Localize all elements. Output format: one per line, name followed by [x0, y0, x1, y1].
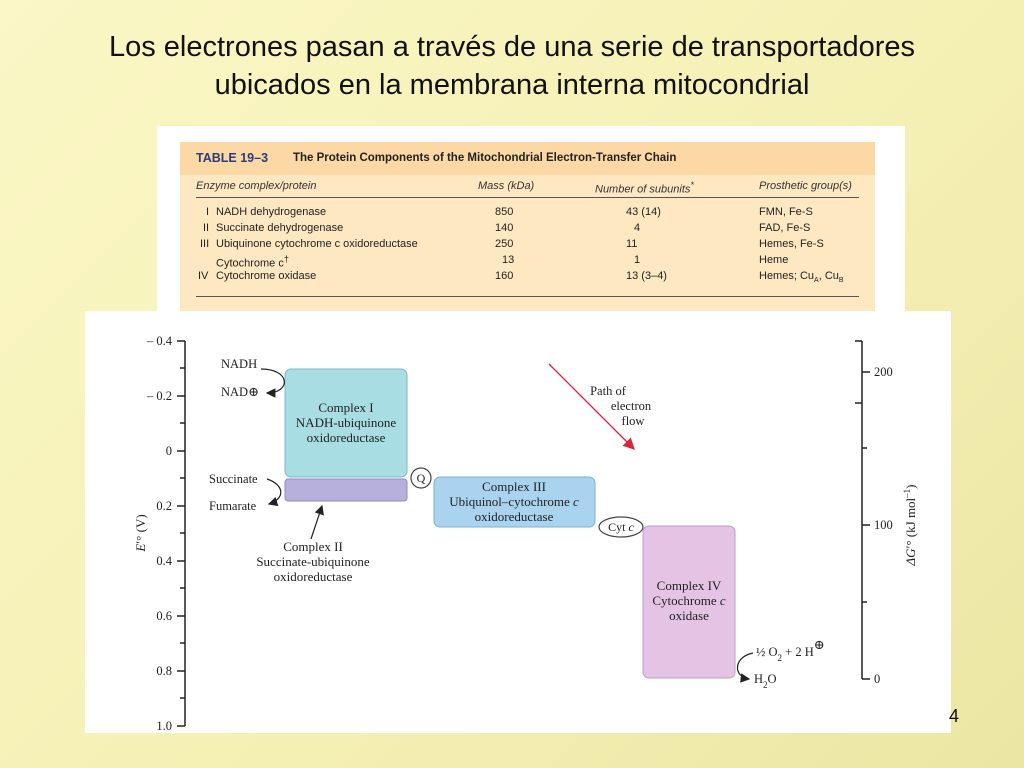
complex-4-line-2: Cytochrome c [652, 593, 726, 608]
row-5-name: Cytochrome oxidase [216, 270, 317, 282]
right-tick-label: 200 [874, 365, 893, 379]
row-3-subunits: 11 [626, 238, 638, 250]
cytochrome-c-label: Cyt c [608, 520, 634, 534]
nadh-oxidation-arrow [261, 369, 284, 393]
complex-1-line-2: NADH-ubiquinone [295, 415, 397, 430]
row-5-mass: 160 [495, 270, 514, 282]
cytochrome-footnote-mark: † [283, 254, 289, 264]
left-tick-label: 0.2 [156, 499, 172, 513]
complex-1-title: Complex I [318, 400, 374, 415]
complex-2-pointer-arrow [311, 506, 322, 539]
oxygen-label: ½ $O_2 + 2$ H⊕ [756, 636, 825, 663]
complex-4-line-3: oxidase [669, 608, 709, 623]
column-header-subunits: Number of subunits* [595, 180, 694, 196]
row-1-numeral: I [206, 206, 210, 218]
complex-3 [434, 477, 595, 527]
complex-1 [285, 369, 407, 477]
protein-table-panel [157, 126, 905, 312]
table-caption: The Protein Components of the Mitochondrial Electron-Transfer Chain [293, 152, 677, 164]
left-tick-label: 0 [165, 444, 172, 458]
diagram-svg [85, 311, 951, 733]
row-5-subunits: 13 (3–4) [626, 270, 667, 282]
complex-1-line-3: oxidoreductase [306, 430, 386, 445]
row-1-mass: 850 [495, 206, 514, 218]
left-tick-label: 0.4 [156, 554, 172, 568]
row-2-name: Succinate dehydrogenase [216, 222, 344, 234]
right-axis-label: ΔG′° (kJ mol$^{-1}$) [902, 484, 918, 566]
complex-2-box [285, 479, 407, 501]
row-5-numeral: IV [198, 270, 209, 282]
row-4-group: Heme [759, 254, 789, 266]
row-2-numeral: II [203, 222, 210, 234]
column-header-mass: Mass (kDa) [478, 180, 535, 192]
row-3-mass: 250 [495, 238, 514, 250]
fumarate-label: Fumarate [209, 499, 257, 513]
complex-2-line-2: Succinate-ubiquinone [256, 554, 370, 569]
slide-title-line-1: Los electrones pasan a través de una serie de transportadores [108, 31, 916, 63]
electron-transport-diagram [85, 311, 951, 733]
complex-2-title: Complex II [283, 539, 343, 554]
succinate-oxidation-arrow [267, 479, 281, 504]
complex-3-line-3: oxidoreductase [474, 509, 554, 524]
oxygen-reduction-arrow [737, 653, 753, 679]
row-1-name: NADH dehydrogenase [216, 206, 327, 218]
table-bottom-rule [196, 296, 859, 297]
path-label-line-1: Path of [590, 384, 626, 398]
complex-4 [643, 526, 735, 678]
row-4-subunits: 1 [634, 254, 641, 266]
page-number: 4 [949, 706, 960, 726]
protein-table [180, 142, 875, 312]
left-tick-label: 0.6 [156, 609, 172, 623]
complex-2-box-group [285, 479, 407, 501]
left-tick-label: – 0.4 [147, 334, 172, 348]
right-tick-label: 0 [874, 672, 881, 686]
row-5-group: Hemes; $Cu_A$, $Cu_B$ [759, 270, 844, 285]
row-2-subunits: 4 [634, 222, 641, 234]
nad-label: NAD⊕ [221, 384, 259, 399]
complex-4-title: Complex IV [656, 578, 722, 593]
column-header-protein: Enzyme complex/protein [196, 180, 317, 192]
row-4-name: Cytochrome c† [216, 254, 289, 270]
row-3-group: Hemes, Fe-S [759, 238, 824, 250]
left-axis-label: E′° (V) [133, 514, 148, 552]
row-4-mass: 13 [502, 254, 515, 266]
table-header-rule [196, 197, 859, 198]
succinate-label: Succinate [209, 472, 258, 486]
slide-title-line-2: ubicados en la membrana interna mitocondrial [214, 69, 810, 101]
complex-3-title: Complex III [482, 479, 546, 494]
subunits-footnote-mark: * [690, 180, 694, 190]
complex-3-line-2: Ubiquinol–cytochrome c [449, 494, 579, 509]
left-tick-label: – 0.2 [147, 389, 172, 403]
path-label-line-2: electron [610, 399, 652, 413]
left-tick-label: 0.8 [156, 664, 172, 678]
column-header-groups: Prosthetic group(s) [759, 180, 852, 192]
water-label: $H_2O$ [754, 672, 777, 690]
left-tick-label: 1.0 [156, 719, 172, 733]
nadh-label: NADH [221, 357, 258, 371]
table-label: TABLE 19–3 [196, 151, 269, 165]
right-axis [855, 341, 918, 686]
slide-title [0, 28, 1024, 104]
right-tick-label: 100 [874, 518, 893, 532]
row-1-group: FMN, Fe-S [759, 206, 813, 218]
row-2-group: FAD, Fe-S [759, 222, 811, 234]
left-axis [133, 334, 185, 733]
row-2-mass: 140 [495, 222, 514, 234]
row-3-name: Ubiquinone cytochrome c oxidoreductase [216, 238, 418, 250]
ubiquinone-q-label: Q [416, 471, 426, 485]
complex-2-line-3: oxidoreductase [273, 569, 353, 584]
row-1-subunits: 43 (14) [626, 206, 661, 218]
row-3-numeral: III [200, 238, 210, 250]
path-label-line-3: flow [621, 414, 645, 428]
